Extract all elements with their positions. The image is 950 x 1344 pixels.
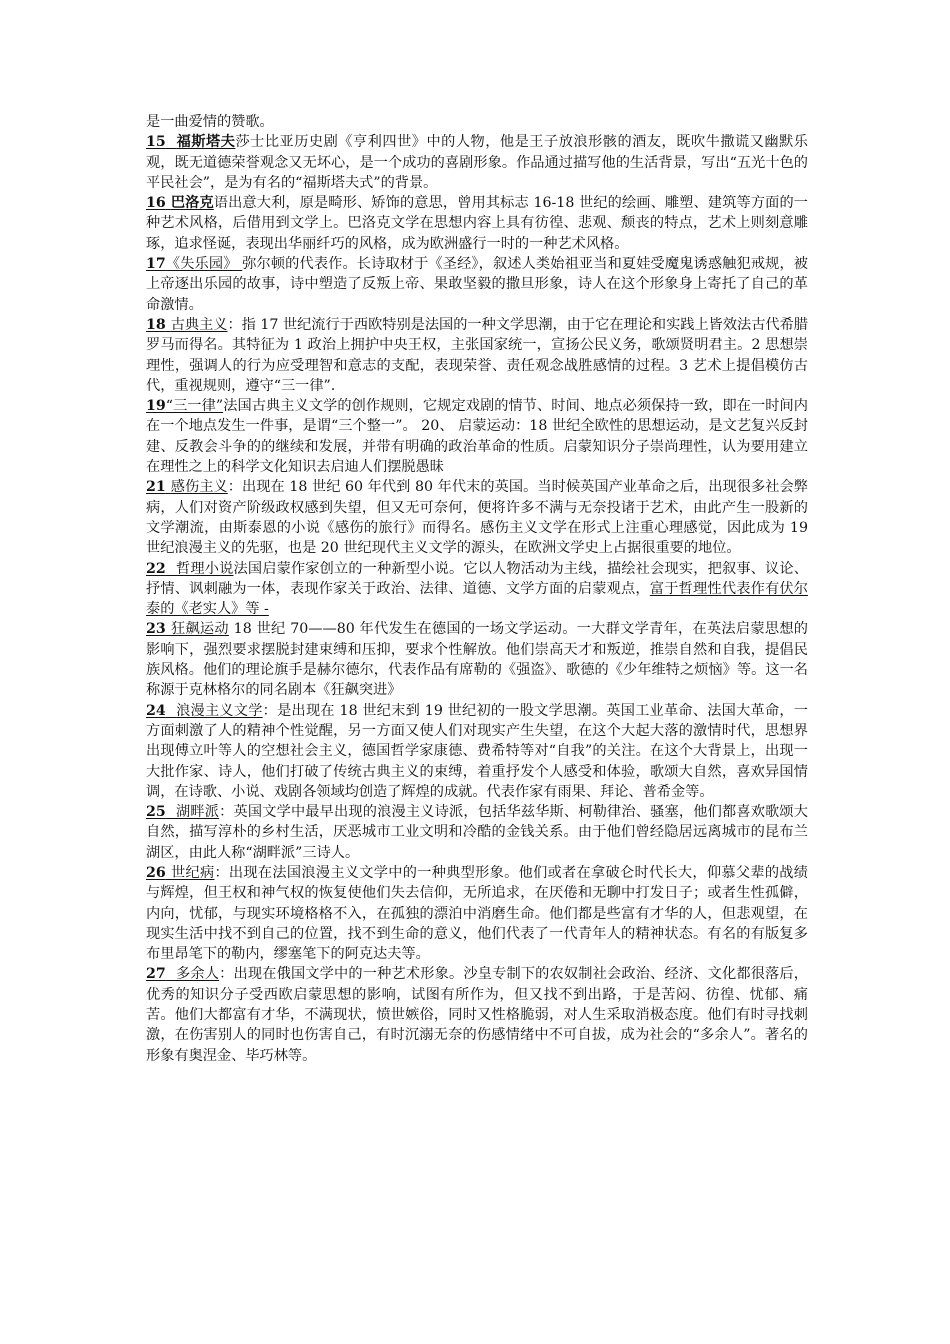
paragraph-continuation	[146, 112, 808, 132]
entry-body: 法国古典主义文学的创作规则，它规定戏剧的情节、时间、地点必须保持一致，即在一时间内在一个地点发生一件事，是谓“三个整一”。 20、 启蒙运动：18 世纪全欧性的思想运动，是文艺复兴反封建、反教会斗争的的继续和发展，并带有明确的政治革命的性质。启蒙知识分子崇尚理性，认为要用建立在理性之上的科学文化知识去启迪人们摆脱愚昧	[146, 398, 808, 476]
entry-16	[146, 193, 808, 254]
entry-body: 18 世纪 70——80 年代发生在德国的一场文学运动。一大群文学青年，在英法启蒙思想的影响下，强烈要求摆脱封建束缚和压抑，要求个性解放。他们崇高天才和叛逆，推崇自然和自我，提倡民族风格。他们的理论旗手是赫尔德尔，代表作品有席勒的《强盗》、歌德的《少年维特之烦恼》等。这一名称源于克林格尔的同名剧本《狂飙突进》	[146, 621, 808, 699]
entry-21	[146, 477, 808, 558]
entry-body: ：指 17 世纪流行于西欧特别是法国的一种文学思潮，由于它在理论和实践上皆效法古代希腊罗马而得名。其特征为 1 政治上拥护中央王权，主张国家统一，宣扬公民义务，歌颂贤明君主。2 思想崇理性，强调人的行为应受理智和意志的支配，表现荣誉、责任观念战胜感情的过程。3 艺术上提倡模仿古代，重视规则，遵守“三一律”.	[146, 316, 808, 394]
entry-number: 27	[146, 966, 166, 983]
entry-term: 古典主义	[170, 316, 228, 333]
entry-body: ：出现在法国浪漫主义文学中的一种典型形象。他们或者在拿破仑时代长大，仰慕父辈的战绩与辉煌，但王权和神气权的恢复使他们失去信仰，无所追求，在厌倦和无聊中打发日子；或者生性孤僻，内向，忧郁，与现实环境格格不入，在孤独的漂泊中消磨生命。他们都是些富有才华的人，但悲观望，在现实生活中找不到自己的位置，找不到生命的意义，他们代表了一代青年人的精神状态。有名的有版复多布里昂笔下的勒内，缪塞笔下的阿克达夫等。	[146, 864, 808, 963]
entry-term: 狂飙运动	[170, 621, 229, 638]
entry-number: 25	[146, 804, 166, 821]
entry-term: 多余人	[176, 966, 220, 983]
paragraph-body: 是一曲爱情的赞歌。	[146, 114, 274, 130]
entry-number: 21	[146, 479, 166, 496]
entry-25	[146, 802, 808, 863]
entry-19	[146, 396, 808, 477]
entry-number: 26	[146, 864, 166, 881]
entry-number: 18	[146, 316, 166, 333]
entry-term: 《失乐园》	[165, 256, 238, 273]
entry-term: 巴洛克	[170, 195, 214, 212]
entry-17	[146, 254, 808, 315]
entry-number: 17	[146, 256, 166, 273]
entry-number: 19	[146, 398, 166, 415]
entry-term: 浪漫主义文学	[176, 702, 263, 719]
entry-term: 感伤主义	[170, 479, 228, 496]
entry-number: 24	[146, 702, 166, 719]
entry-18	[146, 315, 808, 396]
entry-body: 弥尔顿的代表作。长诗取材于《圣经》，叙述人类始祖亚当和夏娃受魔鬼诱惑触犯戒规，被上帝逐出乐园的故事，诗中塑造了反叛上帝、果敢坚毅的撒旦形象，诗人在这个形象身上寄托了自己的革命激情。	[146, 256, 808, 313]
entry-24	[146, 701, 808, 802]
entry-term: 湖畔派	[176, 804, 220, 821]
entry-body: 法国启蒙作家创立的一种新型小说。它以人物活动为主线，描绘社会现实，把叙事、议论、抒情、讽刺融为一体，表现作家关于政治、法律、道德、文学方面的启蒙观点，	[146, 560, 808, 597]
entry-15	[146, 132, 808, 193]
entry-term: 哲理小说	[176, 560, 234, 577]
entry-23	[146, 619, 808, 700]
entry-term: 福斯塔夫	[176, 134, 236, 151]
document-page	[146, 112, 808, 1066]
entry-number: 15	[146, 134, 166, 151]
entry-26	[146, 863, 808, 964]
entry-body: 莎士比亚历史剧《亨利四世》中的人物，他是王子放浪形骸的酒友，既吹牛撒谎又幽默乐观，既无道德荣誉观念又无坏心，是一个成功的喜剧形象。作品通过描写他的生活背景，写出“五光十色的平民社会”，是为有名的“福斯塔夫式”的背景。	[146, 134, 808, 191]
entry-body: ：英国文学中最早出现的浪漫主义诗派，包括华兹华斯、柯勒律治、骚塞，他们都喜欢歌颂大自然，描写淳朴的乡村生活，厌恶城市工业文明和冷酷的金钱关系。由于他们曾经隐居远离城市的昆布兰湖区，由此人称“湖畔派”三诗人。	[146, 804, 808, 861]
entry-term: 世纪病	[171, 864, 215, 881]
entry-body: ：出现在 18 世纪 60 年代到 80 年代末的英国。当时候英国产业革命之后，出现很多社会弊病，人们对资产阶级政权感到失望，但又无可奈何，便将许多不满与无奈投诸于艺术，由此产生一股新的文学潮流，由斯泰恩的小说《感伤的旅行》而得名。感伤主义文学在形式上注重心理感觉，因此成为 19 世纪浪漫主义的先驱，也是 20 世纪现代主义文学的源头，在欧洲文学史上占据很重要的地位。	[146, 479, 808, 557]
entry-body-underlined-tail: 富于哲理性代表作有伏尔泰的《老实人》等 -	[146, 580, 808, 618]
entry-number: 16	[146, 195, 166, 212]
entry-number: 23	[146, 621, 166, 638]
entry-27	[146, 964, 808, 1065]
entry-term: “三一律”	[165, 398, 224, 415]
entry-body: ：出现在俄国文学中的一种艺术形象。沙皇专制下的农奴制社会政治、经济、文化都很落后，优秀的知识分子受西欧启蒙思想的影响，试图有所作为，但又找不到出路，于是苦闷、彷徨、忧郁、痛苦。他们大都富有才华，不满现状，愤世嫉俗，同时又性格脆弱，对人生采取消极态度。他们有时寻找刺激，在伤害别人的同时也伤害自己，有时沉溺无奈的伤感情绪中不可自拔，成为社会的“多余人”。著名的形象有奥涅金、毕巧林等。	[146, 966, 808, 1064]
entry-body: ：是出现在 18 世纪末到 19 世纪初的一股文学思潮。英国工业革命、法国大革命，一方面刺激了人的精神个性觉醒，另一方面又使人们对现实产生失望，在这个大起大落的激情时代，思想界出现傅立叶等人的空想社会主义，德国哲学家康德、费希特等对“自我”的关注。在这个大背景上，出现一大批作家、诗人，他们打破了传统古典主义的束缚，着重抒发个人感受和体验，歌颂大自然，喜欢异国情调，在诗歌、小说、戏剧各领域均创造了辉煌的成就。代表作家有雨果、拜论、普希金等。	[146, 702, 808, 800]
entry-number: 22	[146, 560, 166, 577]
entry-body: 语出意大利，原是畸形、矫饰的意思，曾用其标志 16-18 世纪的绘画、雕塑、建筑等方面的一种艺术风格，后借用到文学上。巴洛克文学在思想内容上具有彷徨、悲观、颓丧的特点，艺术上则刻意雕琢，追求怪诞，表现出华丽纤巧的风格，成为欧洲盛行一时的一种艺术风格。	[146, 195, 808, 252]
entry-22	[146, 559, 808, 620]
